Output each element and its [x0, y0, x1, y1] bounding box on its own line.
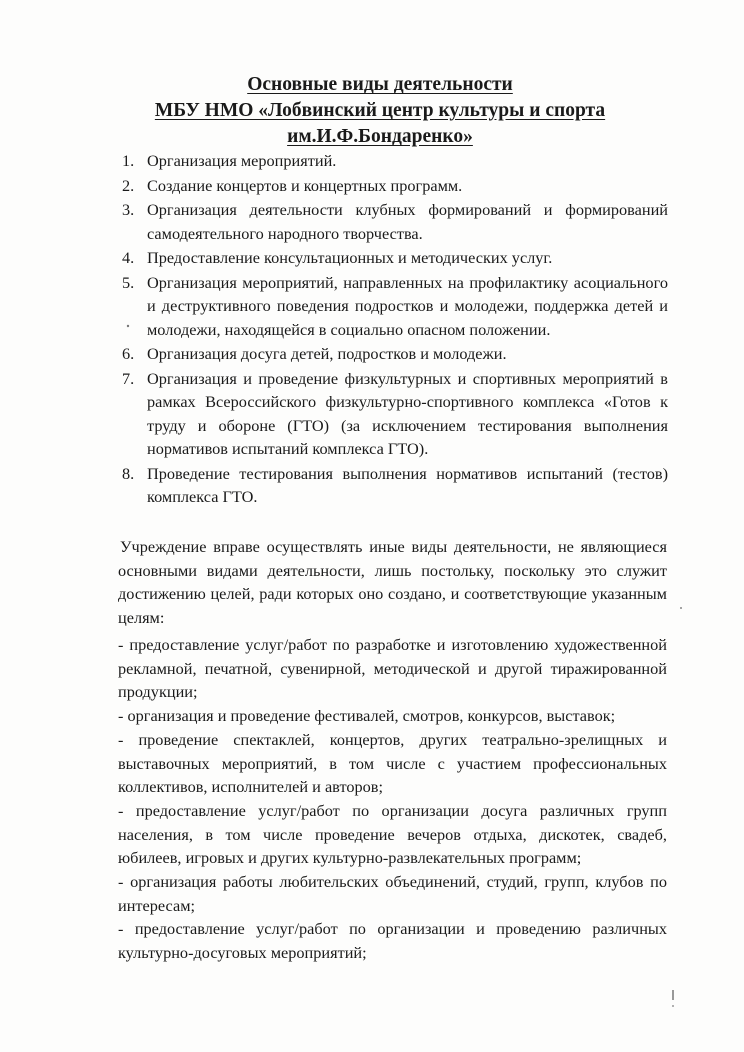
list-item: - предоставление услуг/работ по организации досуга различных групп населения, в том числе проведение вечеров отдыха, дискотек, свадеб, юбилеев, игровых и других культурно-развлекательных программ; [118, 800, 667, 868]
list-item [122, 271, 668, 342]
body-paragraph: Учреждение вправе осуществлять иные виды деятельности, не являющиеся основными видами деятельности, лишь постольку, поскольку это служит достижению целей, ради которых оно создано, и соответствующие указанным целям: [118, 537, 667, 627]
list-item-text: Организация мероприятий, направленных на профилактику асоциального и деструктивного поведения подростков и молодежи, поддержка детей и молодежи, находящейся в социально опасном положении. [147, 272, 668, 339]
title-line-1: Основные виды деятельности [247, 74, 513, 95]
list-item [122, 174, 668, 198]
main-activities-list [122, 149, 668, 510]
title-line-3: им.И.Ф.Бондаренко» [287, 126, 473, 147]
list-item-text: Организация досуга детей, подростков и молодежи. [147, 344, 507, 363]
other-activities-list [118, 633, 667, 965]
list-item-text: Организация мероприятий. [147, 151, 337, 170]
list-item-text: Организация деятельности клубных формирований и формирований самодеятельного народного творчества. [147, 200, 668, 243]
list-item-number: 6. [122, 344, 135, 363]
list-item-number: 3. [122, 200, 135, 219]
list-item-number: 8. [122, 463, 135, 483]
list-item-text: Проведение тестирования выполнения нормативов испытаний (тестов) комплекса ГТО. [147, 463, 668, 506]
list-item-number: 1. [122, 151, 135, 170]
list-item: - проведение спектаклей, концертов, других театрально-зрелищных и выставочных мероприятий, в том числе с участием профессиональных коллективов, исполнителей и авторов; [118, 729, 667, 797]
scan-speck [672, 1005, 674, 1007]
list-item: - предоставление услуг/работ по разработке и изготовлению художественной рекламной, печатной, сувенирной, методической и другой тиражированной продукции; [118, 635, 667, 702]
document-title [120, 72, 640, 150]
list-item-text: Организация и проведение физкультурных и спортивных мероприятий в рамках Всероссийского физкультурно-спортивного комплекса «Готов к труду и обороне (ГТО) (за исключением тестирования выполнения нормативов испытаний комплекса ГТО). [147, 368, 668, 458]
list-item-number: 2. [122, 175, 135, 195]
list-item-number: 7. [122, 368, 135, 388]
list-item [122, 342, 668, 366]
list-item-number: 4. [122, 248, 135, 267]
list-item [122, 198, 668, 245]
scan-speck [680, 607, 682, 609]
list-item [122, 246, 668, 270]
list-item-text: Создание концертов и концертных программ. [147, 175, 463, 195]
list-item [122, 149, 668, 173]
list-item-number: 5. [122, 272, 135, 292]
list-item [122, 367, 668, 461]
list-item [122, 462, 668, 509]
list-item: - организация и проведение фестивалей, смотров, конкурсов, выставок; [118, 706, 616, 726]
scan-speck [672, 990, 674, 1000]
list-item: - предоставление услуг/работ по организации и проведению различных культурно-досуговых мероприятий; [118, 919, 667, 963]
title-line-2: МБУ НМО «Лобвинский центр культуры и спорта [154, 100, 606, 121]
list-item: - организация работы любительских объединений, студий, групп, клубов по интересам; [118, 872, 667, 915]
list-item-text: Предоставление консультационных и методических услуг. [147, 248, 553, 267]
